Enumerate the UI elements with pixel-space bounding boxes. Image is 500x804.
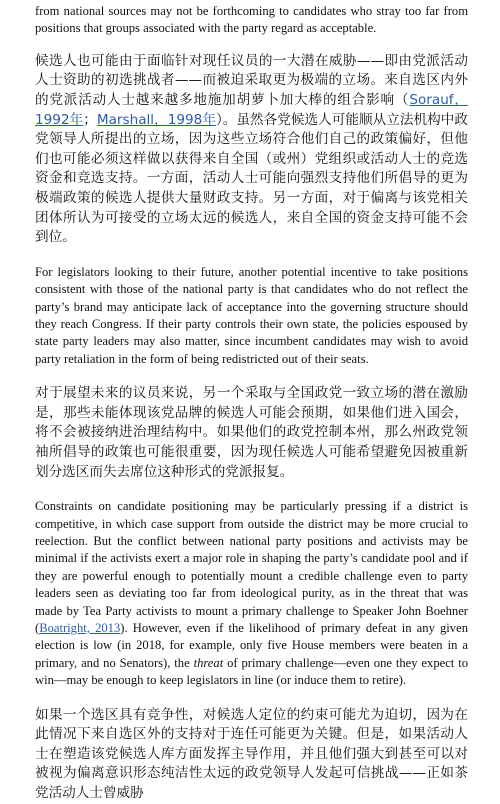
paragraph-en-future-incentive: For legislators looking to their future, another potential incentive to take positions consistent with those of the national party is that candidates who do not reflect the party’s brand may anticipate lack of acceptance into the governing structure should they reach Congress. If their party controls their own state, the policies espoused by state party leaders may also matter, since incumbent candidates may wish to avoid party retaliation in the form of being redistricted out of their seats.	[35, 264, 468, 366]
citation-link-sorauf[interactable]: Sorauf，1992年	[35, 92, 468, 128]
citation-link-marshall[interactable]: Marshall，1998年	[96, 111, 216, 128]
paragraph-gap	[35, 690, 468, 706]
citation-link-boatright[interactable]: Boatright, 2013	[39, 621, 121, 635]
paragraph-en-constraints	[35, 498, 468, 689]
paragraph-text: Constraints on candidate positioning may be particularly pressing if a district is competitive, in which case support from outside the district may be more crucial to reelection. But the conflict between national party positions and activists may be minimal if the activists exert a major role in shaping the party’s candidate pool and if they are powerful enough to potentially mount a credible challenge even to party leaders seen as deviating too far from ideological purity, as in the threat that was made by Tea Party activists to mount a primary challenge to Speaker John Boehner (	[35, 499, 468, 635]
paragraph-text: ). However, even if the likelihood of primary defeat in any given election is low (in 2018, for example, only five House members were beaten in a primary, and no Senators), the	[35, 621, 468, 670]
emphasis-threat: threat	[193, 655, 224, 670]
paragraph-zh-primary-threat	[35, 52, 468, 248]
paragraph-en-continued: from national sources may not be forthcoming to candidates who stray too far from positions that groups associated with the party regard as acceptable.	[35, 4, 468, 36]
paragraph-zh-constraints: 如果一个选区具有竞争性，对候选人定位的约束可能尤为迫切，因为在此情况下来自选区外的支持对于连任可能更为关键。但是，如果活动人士在塑造该党候选人库方面发挥主导作用，并且他们强大到甚至可以对被视为偏离意识形态纯洁性太远的政党领导人发起可信挑战——正如茶党活动人士曾威胁	[35, 706, 468, 801]
paragraph-gap	[35, 368, 468, 384]
paragraph-text: of primary challenge—even one they expect to win—may be enough to keep legislators in line (or induce them to retire).	[35, 655, 468, 688]
paragraph-gap	[35, 38, 468, 52]
paragraph-gap	[35, 248, 468, 264]
paragraph-gap	[35, 482, 468, 498]
citation-separator: ；	[83, 111, 97, 128]
paragraph-zh-future-incentive: 对于展望未来的议员来说，另一个采取与全国政党一致立场的潜在激励是，那些未能体现该党品牌的候选人可能会预期，如果他们进入国会，将不会被接纳进治理结构中。如果他们的政党控制本州，那么州政党领袖所倡导的政策也可能很重要，因为现任候选人可能希望避免因被重新划分选区而失去席位这种形式的党派报复。	[35, 385, 468, 480]
paragraph-text: ）。虽然各党候选人可能顺从立法机构中政党领导人所提出的立场，因为这些立场符合他们自己的政策偏好，但他们也可能必须这样做以获得来自全国（或州）党组织或活动人士的竞选资金和竞选支持。一方面，活动人士可能向强烈支持他们所倡导的更为极端政策的候选人提供大量财政支持。另一方面，对于偏离与该党相关团体所认为可接受的立场太远的候选人，来自全国的资金支持可能不会到位。	[35, 111, 468, 246]
paragraph-text: 候选人也可能由于面临针对现任议员的一大潜在威胁——即由党派活动人士资助的初选挑战者——而被迫采取更为极端的立场。来自选区内外的党派活动人士越来越多地施加胡萝卜加大棒的组合影响（	[35, 52, 468, 108]
